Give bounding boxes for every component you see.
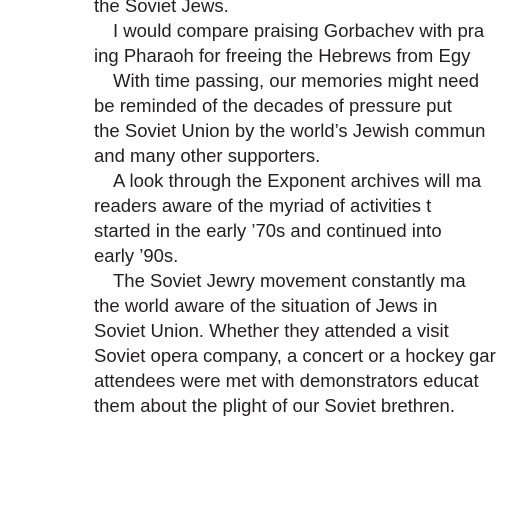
paragraph-first-line: The Soviet Jewry movement constantly ma: [113, 270, 466, 291]
paragraph-first-line: With time passing, our memories might need: [113, 70, 480, 91]
article-line: readers aware of the myriad of activities t: [94, 195, 432, 216]
article-line: started in the early ’70s and continued into: [94, 220, 442, 241]
article-text-column: [94, 0, 512, 418]
article-line: Soviet Union. Whether they attended a visit: [94, 320, 449, 341]
article-line: the Soviet Union by the world’s Jewish commun: [94, 120, 486, 141]
article-line: early ’90s.: [94, 245, 179, 266]
article-line: ing Pharaoh for freeing the Hebrews from Egy: [94, 45, 471, 66]
article-line: them about the plight of our Soviet brethren.: [94, 395, 455, 416]
article-line: and many other supporters.: [94, 145, 321, 166]
article-line: the world aware of the situation of Jews in: [94, 295, 438, 316]
paragraph-first-line: I would compare praising Gorbachev with pra: [113, 20, 485, 41]
article-line: the Soviet Jews.: [94, 0, 229, 16]
paragraph-first-line: A look through the Exponent archives will ma: [113, 170, 482, 191]
article-line: Soviet opera company, a concert or a hockey gar: [94, 345, 496, 366]
article-line: attendees were met with demonstrators educat: [94, 370, 479, 391]
article-line: be reminded of the decades of pressure put: [94, 95, 452, 116]
